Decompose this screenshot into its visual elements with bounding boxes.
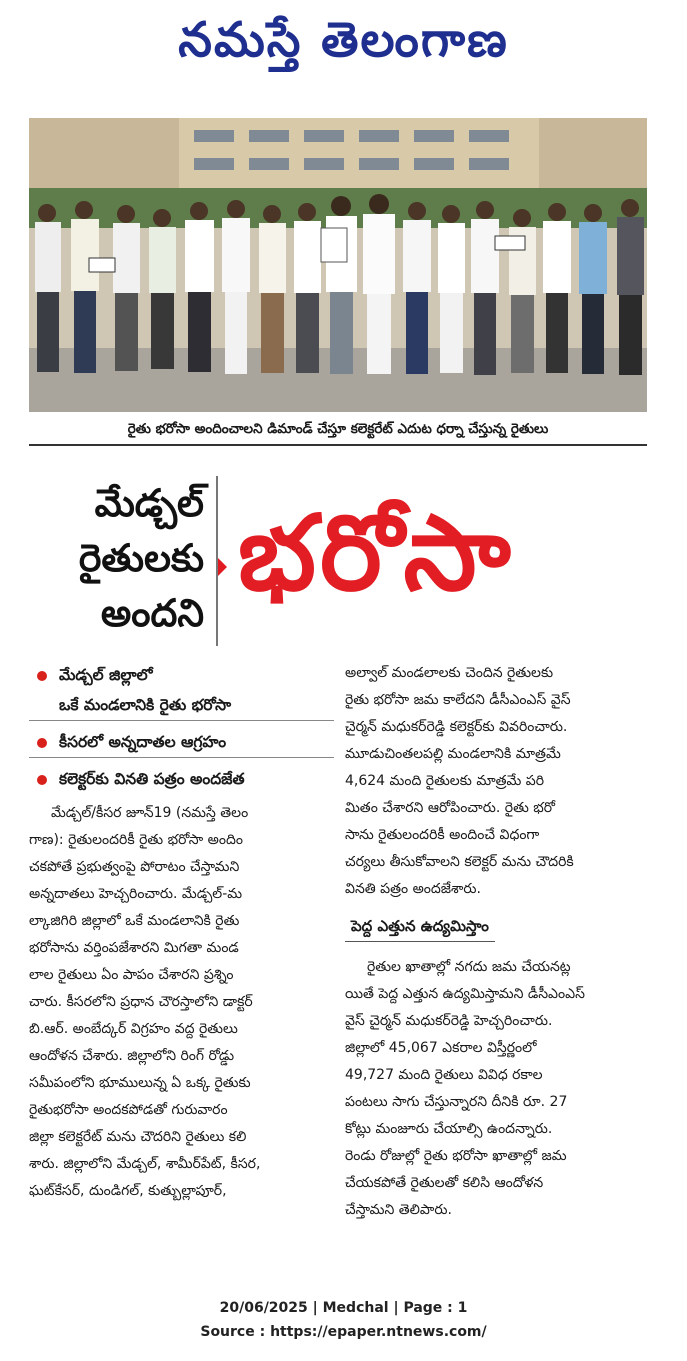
article-line: రైతు భరోసా జమ కాలేదని డీసీఎంఎస్ వైస్ <box>345 692 571 708</box>
article-subheading: పెద్ద ఎత్తున ఉద్యమిస్తాం <box>345 911 495 942</box>
article-line: భరోసాను వర్తింపజేశారని మిగతా మండ <box>29 940 239 956</box>
article-line: శారు. జిల్లాలోని మేడ్చల్, శామీర్‌పేట్, కీసర, <box>29 1156 261 1172</box>
headline-left-line: మేడ్చల్ <box>94 481 204 525</box>
right-column <box>345 660 650 1224</box>
article-line: ఆందోళన చేశారు. జిల్లాలోని రింగ్ రోడ్డు <box>29 1048 235 1064</box>
article-line: జిల్లాలో 45,067 ఎకరాల విస్తీర్ణంలో <box>345 1040 537 1056</box>
article-line: ఘట్‌కేసర్, దుండిగల్, కుత్బుల్లాపూర్, <box>29 1183 227 1199</box>
article-line: సమీపంలోని భూములున్న ఏ ఒక్క రైతుకు <box>29 1075 251 1091</box>
newspaper-logo-title: నమస్తే తెలంగాణ <box>178 12 509 68</box>
bullet-dot-icon <box>37 738 47 748</box>
headline-left-line: రైతులకు <box>78 536 204 580</box>
bullet-text: మేడ్చల్ జిల్లాలో <box>59 666 153 684</box>
article-body-right-2 <box>345 954 650 1224</box>
article-line: రెండు రోజుల్లో రైతు భరోసా ఖాతాల్లో జమ <box>345 1148 567 1164</box>
bullet-text: కీసరలో అన్నదాతల ఆగ్రహం <box>59 733 227 751</box>
article-line: బి.ఆర్. అంబేద్కర్ విగ్రహం వద్ద రైతులు <box>29 1021 238 1037</box>
headline-main: భరోసా <box>238 492 515 614</box>
highlight-bullet <box>29 727 334 758</box>
article-body-right <box>345 660 650 903</box>
article-line: చకపోతే ప్రభుత్వంపై పోరాటం చేస్తామని <box>29 859 240 875</box>
photo-caption: రైతు భరోసా అందించాలని డిమాండ్ చేస్తూ కలెక్టరేట్ ఎదుట ధర్నా చేస్తున్న రైతులు <box>29 414 647 446</box>
article-line: చేయకపోతే రైతులతో కలిసి ఆందోళన <box>345 1175 544 1191</box>
article-line: అల్వాల్ మండలాలకు చెందిన రైతులకు <box>345 665 554 681</box>
article-line: 49,727 మంది రైతులు వివిధ రకాల <box>345 1067 543 1083</box>
article-line: చర్యలు తీసుకోవాలని కలెక్టర్ మను చౌదరికి <box>345 854 574 870</box>
highlight-bullet <box>29 660 334 721</box>
news-photo <box>29 118 647 412</box>
footer-date-edition: 20/06/2025 | Medchal | Page : 1 <box>219 1300 468 1316</box>
headline-left-line: అందని <box>100 591 204 635</box>
protest-photo-illustration <box>29 118 647 412</box>
bullet-dot-icon <box>37 775 47 785</box>
article-line: వినతి పత్రం అందజేశారు. <box>345 881 481 897</box>
article-line: యితే పెద్ద ఎత్తున ఉద్యమిస్తామని డీసీఎంఎస్ <box>345 986 585 1002</box>
article-line: పంటలు సాగు చేస్తున్నారని దీనికి రూ. 27 <box>345 1094 568 1110</box>
article-line: మూడుచింతలపల్లి మండలానికి మాత్రమే <box>345 746 561 762</box>
article-line: చైర్మన్ మధుకర్‌రెడ్డి కలెక్టర్‌కు వివరించారు. <box>345 719 568 735</box>
headline-left-block <box>48 476 218 646</box>
article-line: ల్కాజిగిరి జిల్లాలో ఒకే మండలానికి రైతు <box>29 913 240 929</box>
article-line: అన్నదాతలు హెచ్చరించారు. మేడ్చల్-మ <box>29 886 243 902</box>
article-line: మితం చేశారని ఆరోపించారు. రైతు భరో <box>345 800 556 816</box>
article-line: చేస్తామని తెలిపారు. <box>345 1202 452 1218</box>
article-line: రైతుల ఖాతాల్లో నగదు జమ చేయనట్ల <box>367 959 571 975</box>
article-line: గాణ): రైతులందరికీ రైతు భరోసా అందిం <box>29 832 243 848</box>
bullet-text: కలెక్టర్‌కు వినతి పత్రం అందజేత <box>59 770 245 788</box>
article-line: మేడ్చల్/కీసర జూన్19 (నమస్తే తెలం <box>51 805 249 821</box>
bullet-dot-icon <box>37 671 47 681</box>
highlight-bullet <box>29 764 334 794</box>
article-line: లాల రైతులు ఏం పాపం చేశారని ప్రశ్నిం <box>29 967 234 983</box>
article-line: రైతుభరోసా అందకపోడతో గురువారం <box>29 1102 228 1118</box>
left-column <box>29 660 334 1205</box>
article-body-left <box>29 800 334 1205</box>
article-line: సాను రైతులందరికీ అందించే విధంగా <box>345 827 540 843</box>
article-line: వైస్ చైర్మన్ మధుకర్‌రెడ్డి హెచ్చరించారు. <box>345 1013 553 1029</box>
article-line: చారు. కీసరలోని ప్రధాన చౌరస్తాలోని డాక్టర్ <box>29 994 253 1010</box>
bullet-text: ఒకే మండలానికి రైతు భరోసా <box>59 696 232 714</box>
masthead <box>0 6 687 86</box>
article-line: జిల్లా కలెక్టరేట్ మను చౌదరిని రైతులు కలి <box>29 1129 247 1145</box>
article-line: కోట్లు మంజూరు చేయాల్సి ఉందన్నారు. <box>345 1121 553 1137</box>
footer-source-link[interactable]: Source : https://epaper.ntnews.com/ <box>200 1324 487 1340</box>
page-footer <box>0 1296 687 1344</box>
article-line: 4,624 మంది రైతులకు మాత్రమే పరి <box>345 773 545 789</box>
headline-arrow-icon <box>218 558 227 576</box>
